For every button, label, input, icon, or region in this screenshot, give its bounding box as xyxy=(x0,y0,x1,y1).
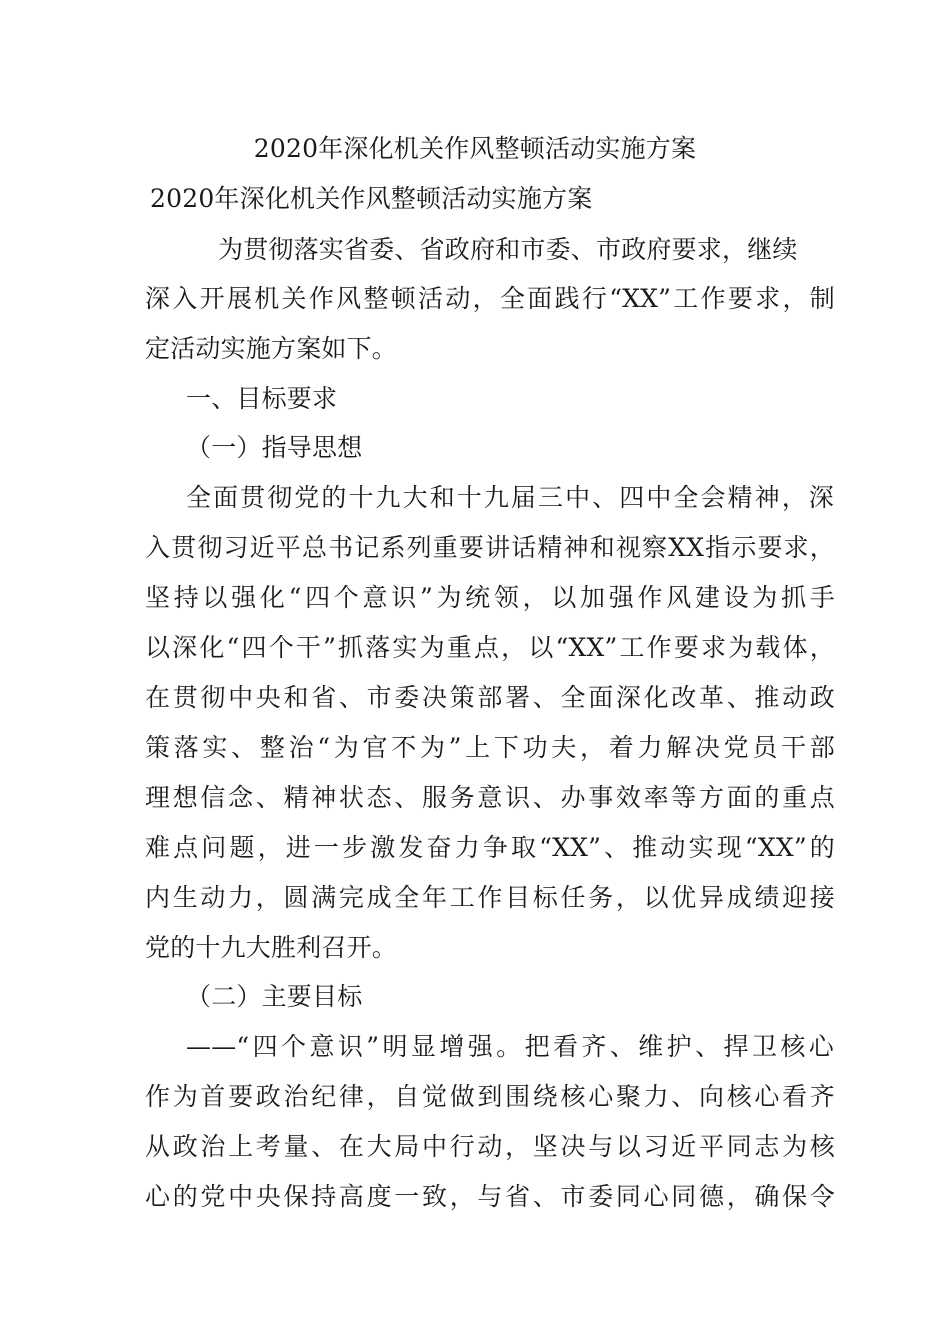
paragraph-line: 作为首要政治纪律，自觉做到围绕核心聚力、向核心看齐 xyxy=(145,1082,835,1111)
paragraph-line: 难点问题，进一步激发奋力争取“XX”、推动实现“XX”的 xyxy=(145,833,835,862)
document-subtitle: 2020年深化机关作风整顿活动实施方案 xyxy=(150,184,593,213)
paragraph-line: 策落实、整治“为官不为”上下功夫，着力解决党员干部 xyxy=(145,733,835,762)
paragraph-line: 入贯彻习近平总书记系列重要讲话精神和视察XX指示要求， xyxy=(145,533,835,562)
intro-line: 深入开展机关作风整顿活动，全面践行“XX”工作要求，制 xyxy=(145,284,835,313)
paragraph-line: 心的党中央保持高度一致，与省、市委同心同德，确保令 xyxy=(145,1182,835,1211)
document-title: 2020年深化机关作风整顿活动实施方案 xyxy=(253,134,697,163)
intro-line: 为贯彻落实省委、省政府和市委、市政府要求，继续 xyxy=(218,235,798,264)
paragraph-line: 全面贯彻党的十九大和十九届三中、四中全会精神，深 xyxy=(186,483,834,512)
section-heading: 一、目标要求 xyxy=(186,384,338,413)
paragraph-line: 以深化“四个干”抓落实为重点，以“XX”工作要求为载体， xyxy=(145,633,835,662)
paragraph-line: 内生动力，圆满完成全年工作目标任务，以优异成绩迎接 xyxy=(145,883,835,912)
paragraph-line: 理想信念、精神状态、服务意识、办事效率等方面的重点 xyxy=(145,783,835,812)
paragraph-line: 党的十九大胜利召开。 xyxy=(145,933,398,962)
subsection-heading: （二）主要目标 xyxy=(186,982,363,1011)
paragraph-line: ——“四个意识”明显增强。把看齐、维护、捍卫核心 xyxy=(186,1032,834,1061)
paragraph-line: 从政治上考量、在大局中行动，坚决与以习近平同志为核 xyxy=(145,1132,835,1161)
paragraph-line: 坚持以强化“四个意识”为统领，以加强作风建设为抓手 xyxy=(145,583,835,612)
intro-line: 定活动实施方案如下。 xyxy=(145,334,398,363)
subsection-heading: （一）指导思想 xyxy=(186,433,363,462)
paragraph-line: 在贯彻中央和省、市委决策部署、全面深化改革、推动政 xyxy=(145,683,835,712)
